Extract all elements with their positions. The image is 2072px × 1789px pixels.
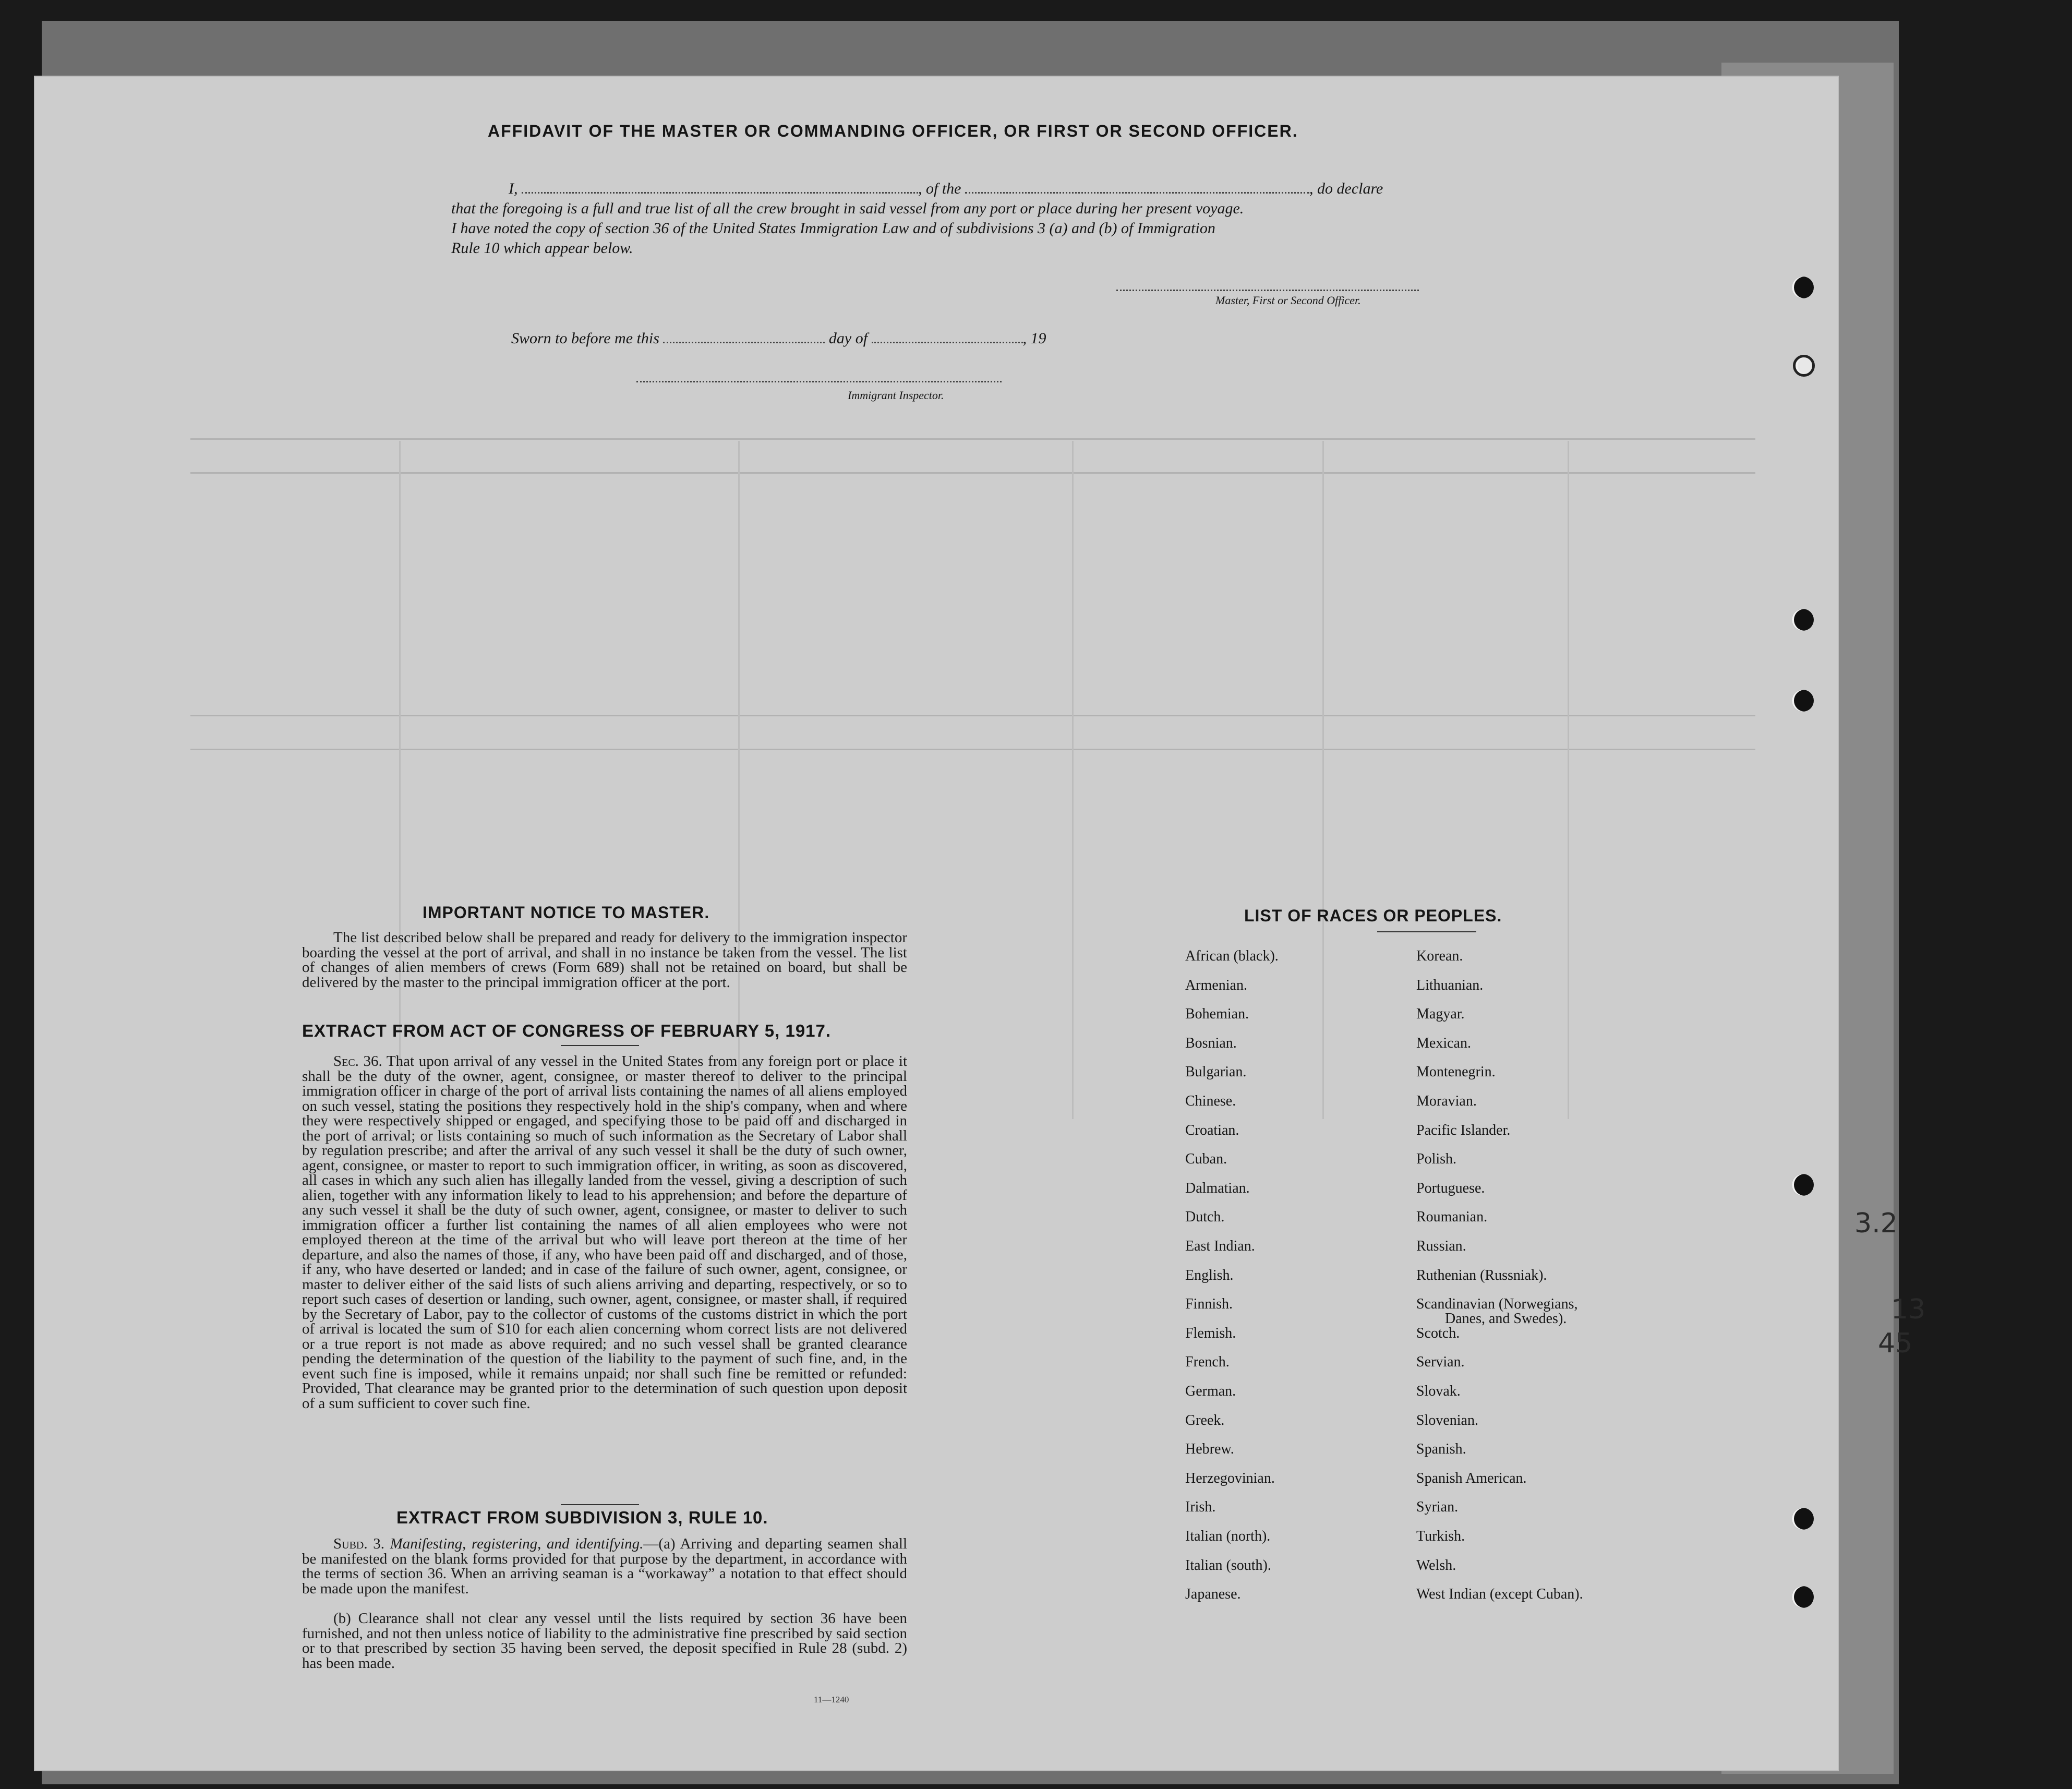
race-item: West Indian (except Cuban). bbox=[1416, 1586, 1583, 1603]
punch-hole-icon bbox=[1792, 1508, 1814, 1530]
affidavit-i: I, bbox=[509, 180, 518, 197]
race-item: Welsh. bbox=[1416, 1557, 1456, 1574]
margin-note-1: 3.2 bbox=[1854, 1208, 1898, 1239]
race-item: Finnish. bbox=[1185, 1296, 1233, 1313]
master-signature-line[interactable] bbox=[1116, 290, 1419, 291]
race-item: Flemish. bbox=[1185, 1325, 1236, 1341]
race-item: Bosnian. bbox=[1185, 1035, 1237, 1051]
race-item: Danes, and Swedes). bbox=[1445, 1311, 1567, 1327]
punch-hole-icon bbox=[1792, 277, 1814, 298]
name-blank[interactable] bbox=[522, 192, 918, 194]
act-lead: Sec. 36. bbox=[333, 1053, 382, 1070]
race-item: Scotch. bbox=[1416, 1325, 1460, 1341]
sworn-day-of: day of bbox=[828, 330, 868, 347]
act-title-rule bbox=[561, 1045, 639, 1046]
affidavit-line2: that the foregoing is a full and true list of all the crew brought in said vessel from any port or place during her present voyage. bbox=[451, 200, 1244, 217]
race-item: Italian (north). bbox=[1185, 1528, 1271, 1544]
race-item: Mexican. bbox=[1416, 1035, 1471, 1051]
rule-a-text: —(a) Arriving and departing seamen shall be manifested on the blank forms provided for that purpose by the department, in accordance with the terms of section 36. When an arriving seaman is a “workaway” a notation to that effect should be made upon the manifest. bbox=[302, 1535, 907, 1597]
punch-hole-icon bbox=[1792, 1174, 1814, 1196]
race-item: Croatian. bbox=[1185, 1122, 1239, 1138]
race-item: Bulgarian. bbox=[1185, 1064, 1247, 1080]
margin-note-3: 45 bbox=[1878, 1328, 1913, 1359]
rule-italic: Manifesting, registering, and identifying. bbox=[390, 1535, 644, 1552]
race-item: East Indian. bbox=[1185, 1238, 1255, 1254]
race-item: Japanese. bbox=[1185, 1586, 1241, 1603]
race-item: Scandinavian (Norwegians, bbox=[1416, 1296, 1578, 1313]
race-item: Dutch. bbox=[1185, 1209, 1225, 1226]
race-item: English. bbox=[1185, 1267, 1234, 1283]
affidavit-line4: Rule 10 which appear below. bbox=[451, 239, 633, 257]
act-text: That upon arrival of any vessel in the United States from any foreign port or place it shall be the duty of the owner, agent, consignee, or master thereof to deliver to the principal immigration officer in charge of the port of arrival lists containing the names of all aliens employed on such vessel, stating the positions they respectively hold in the ship's company, when and where they were respectively shipped or engaged, and specifying those to be paid off and discharged in the port of arrival; or lists containing so much of such information as the Secretary of Labor shall by regulation prescribe; and after the arrival of any such vessel it shall be the duty of such owner, agent, consignee, or master to report to such immigration officer, in writing, as soon as discovered, all cases in which any such alien has illegally landed from the vessel, giving a description of such alien, together with any information likely to lead to his apprehension; and before the departure of any such vessel it shall be the duty of such owner, agent, consignee, or master to deliver to such immigration officer a further list containing the names of all alien employees who were not employed thereon at the time of the arrival but who will leave port thereon at the time of her departure, and also the names of those, if any, who have been paid off and discharged, and of those, if any, who have deserted or landed; and in case of the failure of such owner, agent, consignee, or master to deliver either of the said lists of such aliens arriving and departing, respectively, or so to report such cases of desertion or landing, such owner, agent, consignee, or master shall, if required by the Secretary of Labor, pay to the collector of customs of the customs district in which the port of arrival is located the sum of $10 for each alien concerning whom correct lists are not delivered or a true report is not made as above required; and no such vessel shall be granted clearance pending the determination of the question of the liability to the payment of such fine, and, in the event such fine is imposed, while it remains unpaid; nor shall such fine be remitted or refunded: Provided, That clearance may be granted prior to the determination of such question upon deposit of a sum sufficient to cover such fine. bbox=[302, 1053, 907, 1412]
race-item: Korean. bbox=[1416, 948, 1463, 964]
punch-hole-icon bbox=[1792, 609, 1814, 631]
affidavit-line3: I have noted the copy of section 36 of the United States Immigration Law and of subdivisions 3 (a) and (b) of Immigration bbox=[451, 220, 1215, 237]
race-item: Irish. bbox=[1185, 1499, 1216, 1516]
race-item: Polish. bbox=[1416, 1151, 1457, 1168]
form-number: 11—1240 bbox=[814, 1695, 849, 1704]
manifest-page bbox=[34, 76, 1839, 1771]
race-item: Roumanian. bbox=[1416, 1209, 1488, 1226]
rule-a-block bbox=[302, 1536, 907, 1596]
rule-title: EXTRACT FROM SUBDIVISION 3, RULE 10. bbox=[396, 1508, 768, 1527]
race-item: Slovak. bbox=[1416, 1383, 1461, 1399]
affidavit-of-the: , of the bbox=[918, 180, 961, 197]
affidavit-title: AFFIDAVIT OF THE MASTER OR COMMANDING OFFICER, OR FIRST OR SECOND OFFICER. bbox=[488, 122, 1298, 140]
race-item: Spanish. bbox=[1416, 1441, 1466, 1458]
race-item: Italian (south). bbox=[1185, 1557, 1271, 1574]
punch-hole-icon bbox=[1792, 690, 1814, 712]
race-item: Hebrew. bbox=[1185, 1441, 1234, 1458]
race-item: Chinese. bbox=[1185, 1093, 1236, 1109]
race-item: Cuban. bbox=[1185, 1151, 1227, 1168]
punch-hole-icon bbox=[1793, 355, 1815, 377]
race-item: Greek. bbox=[1185, 1412, 1225, 1428]
race-item: Dalmatian. bbox=[1185, 1180, 1250, 1196]
race-item: Ruthenian (Russniak). bbox=[1416, 1267, 1547, 1283]
inspector-label: Immigrant Inspector. bbox=[848, 389, 944, 402]
race-item: Russian. bbox=[1416, 1238, 1466, 1254]
race-item: Servian. bbox=[1416, 1354, 1465, 1371]
race-item: German. bbox=[1185, 1383, 1236, 1399]
sworn-month-blank[interactable] bbox=[872, 342, 1023, 343]
race-item: Turkish. bbox=[1416, 1528, 1465, 1544]
rule-b-text: (b) Clearance shall not clear any vessel until the lists required by section 36 have been furnished, and not then unless notice of liability to the administrative fine prescribed by said section or to that prescribed by section 35 having been served, the deposit specified in Rule 28 (subd. 2) has been made. bbox=[302, 1610, 907, 1672]
notice-title: IMPORTANT NOTICE TO MASTER. bbox=[423, 903, 710, 922]
race-item: African (black). bbox=[1185, 948, 1279, 964]
act-title: EXTRACT FROM ACT OF CONGRESS OF FEBRUARY 5, 1917. bbox=[302, 1021, 832, 1040]
sworn-year: , 19 bbox=[1022, 330, 1046, 347]
race-item: Portuguese. bbox=[1416, 1180, 1485, 1196]
race-item: Montenegrin. bbox=[1416, 1064, 1496, 1080]
race-item: Pacific Islander. bbox=[1416, 1122, 1511, 1138]
affidavit-line1 bbox=[509, 180, 1383, 198]
sworn-prefix: Sworn to before me this bbox=[511, 330, 659, 347]
race-item: Herzegovinian. bbox=[1185, 1470, 1275, 1486]
rule-lead: Subd. 3. bbox=[333, 1535, 384, 1552]
race-item: Lithuanian. bbox=[1416, 977, 1484, 993]
race-item: Slovenian. bbox=[1416, 1412, 1478, 1428]
race-item: Magyar. bbox=[1416, 1006, 1465, 1023]
master-signature-label: Master, First or Second Officer. bbox=[1215, 294, 1361, 307]
race-item: Syrian. bbox=[1416, 1499, 1459, 1516]
sworn-day-blank[interactable] bbox=[663, 342, 825, 343]
race-item: French. bbox=[1185, 1354, 1230, 1371]
margin-note-2: 13 bbox=[1891, 1294, 1926, 1325]
inspector-signature-line[interactable] bbox=[636, 381, 1002, 382]
races-title-rule bbox=[1377, 931, 1476, 932]
punch-hole-icon bbox=[1792, 1586, 1814, 1608]
sworn-line bbox=[511, 330, 1046, 347]
notice-text: The list described below shall be prepared and ready for delivery to the immigration inspector boarding the vessel at the port of arrival, and shall in no instance be taken from the vessel. The list of changes of alien members of crews (Form 689) shall not be retained on board, but shall be delivered by the master to the principal immigration officer at the port. bbox=[302, 929, 907, 991]
affidavit-declare: , do declare bbox=[1309, 180, 1383, 197]
rule-title-rule-top bbox=[561, 1504, 639, 1505]
race-item: Moravian. bbox=[1416, 1093, 1477, 1109]
vessel-blank[interactable] bbox=[965, 192, 1309, 194]
race-item: Armenian. bbox=[1185, 977, 1247, 993]
race-item: Bohemian. bbox=[1185, 1006, 1249, 1023]
race-item: Spanish American. bbox=[1416, 1470, 1527, 1486]
races-title: LIST OF RACES OR PEOPLES. bbox=[1244, 906, 1502, 925]
act-text-block bbox=[302, 1054, 907, 1411]
